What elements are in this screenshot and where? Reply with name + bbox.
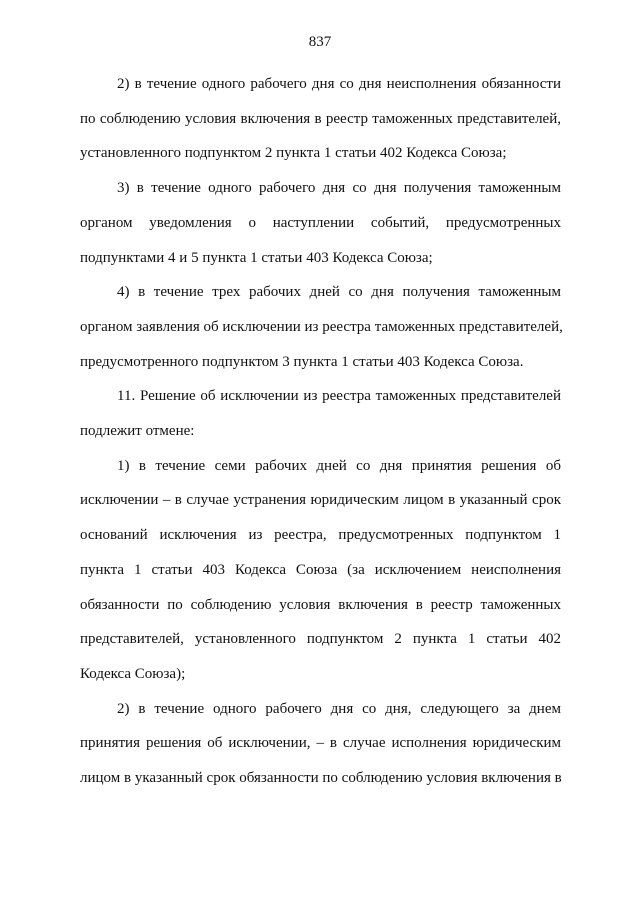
text-line: Кодекса Союза); xyxy=(80,665,186,682)
text-line: 2) в течение одного рабочего дня со дня неисполнения обязанности xyxy=(117,76,561,92)
text-line: 1) в течение семи рабочих дней со дня принятия решения об xyxy=(117,457,561,474)
text-line: 4) в течение трех рабочих дней со дня получения таможенным xyxy=(117,284,561,301)
text-line: оснований исключения из реестра, предусмотренных подпунктом 1 xyxy=(80,527,561,544)
text-line: обязанности по соблюдению условия включения в реестр таможенных xyxy=(80,596,561,613)
text-line: органом заявления об исключении из реестра таможенных представителей, xyxy=(80,318,563,335)
text-line: подлежит отмене: xyxy=(80,423,195,440)
text-line: 11. Решение об исключении из реестра таможенных представителей xyxy=(117,388,561,405)
text-line: лицом в указанный срок обязанности по соблюдению условия включения в xyxy=(80,770,562,787)
text-line: установленного подпунктом 2 пункта 1 статьи 402 Кодекса Союза; xyxy=(80,145,507,162)
paragraph xyxy=(80,171,561,275)
paragraph xyxy=(80,449,561,692)
text-line: пункта 1 статьи 403 Кодекса Союза (за исключением неисполнения xyxy=(80,561,561,578)
paragraph xyxy=(80,379,561,448)
text-line: предусмотренного подпунктом 3 пункта 1 статьи 403 Кодекса Союза. xyxy=(80,353,524,370)
paragraph xyxy=(80,275,561,379)
page-number: 837 xyxy=(308,34,332,50)
text-line: исключении – в случае устранения юридическим лицом в указанный срок xyxy=(80,492,561,509)
text-line: 3) в течение одного рабочего дня со дня получения таможенным xyxy=(117,180,561,197)
text-line: органом уведомления о наступлении событий, предусмотренных xyxy=(80,214,561,231)
text-line: представителей, установленного подпунктом 2 пункта 1 статьи 402 xyxy=(80,631,561,648)
paragraph xyxy=(80,67,561,171)
text-line: по соблюдению условия включения в реестр таможенных представителей, xyxy=(80,110,561,127)
paragraph xyxy=(80,692,561,796)
text-line: 2) в течение одного рабочего дня со дня, следующего за днем xyxy=(117,700,561,717)
text-line: подпунктами 4 и 5 пункта 1 статьи 403 Кодекса Союза; xyxy=(80,249,433,266)
text-line: принятия решения об исключении, – в случае исполнения юридическим xyxy=(80,735,561,752)
document-body xyxy=(80,67,561,796)
